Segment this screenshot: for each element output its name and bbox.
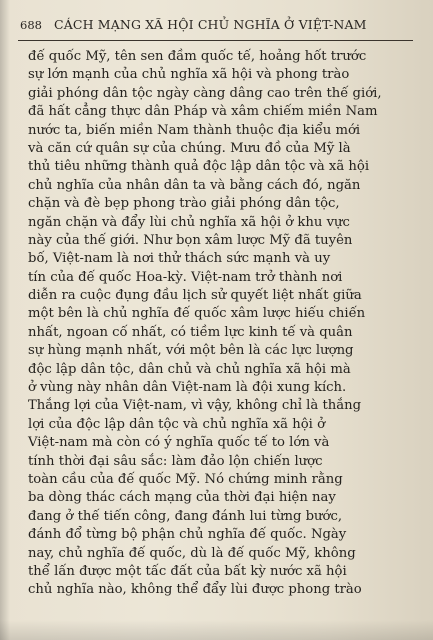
body-text bbox=[28, 48, 418, 600]
header-rule bbox=[18, 40, 413, 41]
text-line: chủ nghĩa nào, không thể đẩy lùi được phong trào bbox=[28, 582, 362, 598]
page-bottom-shadow bbox=[0, 620, 433, 640]
text-line: tín của đế quốc Hoa-kỳ. Việt-nam trở thành nơi bbox=[28, 269, 343, 285]
text-line: ba dòng thác cách mạng của thời đại hiện nay bbox=[28, 490, 336, 506]
text-line: đang ở thế tiến công, đang đánh lui từng bước, bbox=[28, 508, 343, 524]
text-line: tính thời đại sâu sắc: làm đảo lộn chiến lược bbox=[28, 453, 323, 469]
text-line: một bên là chủ nghĩa đế quốc xâm lược hiếu chiến bbox=[28, 306, 366, 322]
text-line: diễn ra cuộc đụng đầu lịch sử quyết liệt nhất giữa bbox=[28, 288, 362, 304]
text-line: sự hùng mạnh nhất, với một bên là các lực lượng bbox=[28, 343, 354, 359]
text-line: Việt-nam mà còn có ý nghĩa quốc tế to lớn và bbox=[28, 435, 330, 451]
text-line: độc lập dân tộc, dân chủ và chủ nghĩa xã hội mà bbox=[28, 361, 351, 377]
text-line: Thắng lợi của Việt-nam, vì vậy, không chỉ là thắng bbox=[28, 398, 362, 414]
text-line: thể lấn được một tấc đất của bất kỳ nước xã hội bbox=[28, 563, 347, 579]
text-line: đánh đổ từng bộ phận chủ nghĩa đế quốc. Ngày bbox=[28, 527, 347, 543]
text-line: nhất, ngoan cố nhất, có tiềm lực kinh tế và quân bbox=[28, 324, 353, 340]
text-line: chủ nghĩa của nhân dân ta và bằng cách đó, ngăn bbox=[28, 177, 361, 193]
text-line: và căn cứ quân sự của chúng. Mưu đồ của Mỹ là bbox=[28, 140, 351, 156]
text-line: sự lớn mạnh của chủ nghĩa xã hội và phong trào bbox=[28, 67, 350, 83]
page-number: 688 bbox=[20, 18, 42, 32]
text-line: giải phóng dân tộc ngày càng dâng cao trên thế giới, bbox=[28, 85, 382, 101]
binding-shadow bbox=[0, 0, 10, 640]
running-title: CÁCH MẠNG XÃ HỘI CHỦ NGHĨA Ở VIỆT-NAM bbox=[54, 17, 367, 32]
text-line: đã hất cẳng thực dân Pháp và xâm chiếm miền Nam bbox=[28, 104, 378, 120]
text-line: ngăn chặn và đẩy lùi chủ nghĩa xã hội ở khu vực bbox=[28, 214, 350, 230]
text-line: chặn và đè bẹp phong trào giải phóng dân tộc, bbox=[28, 196, 340, 212]
text-line: toàn cầu của đế quốc Mỹ. Nó chứng minh rằng bbox=[28, 471, 343, 487]
text-line: thủ tiêu những thành quả độc lập dân tộc và xã hội bbox=[28, 159, 370, 175]
text-line: nước ta, biến miền Nam thành thuộc địa kiểu mới bbox=[28, 122, 361, 138]
text-line: bố, Việt-nam là nơi thử thách sức mạnh và uy bbox=[28, 251, 331, 267]
text-line: này của thế giới. Như bọn xâm lược Mỹ đã tuyên bbox=[28, 232, 353, 248]
text-line: ở vùng này nhân dân Việt-nam là đội xung kích. bbox=[28, 380, 347, 396]
page-header bbox=[12, 14, 417, 36]
text-line: đế quốc Mỹ, tên sen đầm quốc tế, hoảng hốt trước bbox=[28, 49, 367, 64]
text-line: nay, chủ nghĩa đế quốc, dù là đế quốc Mỹ, không bbox=[28, 545, 356, 561]
text-line: lợi của độc lập dân tộc và chủ nghĩa xã hội ở bbox=[28, 416, 326, 432]
